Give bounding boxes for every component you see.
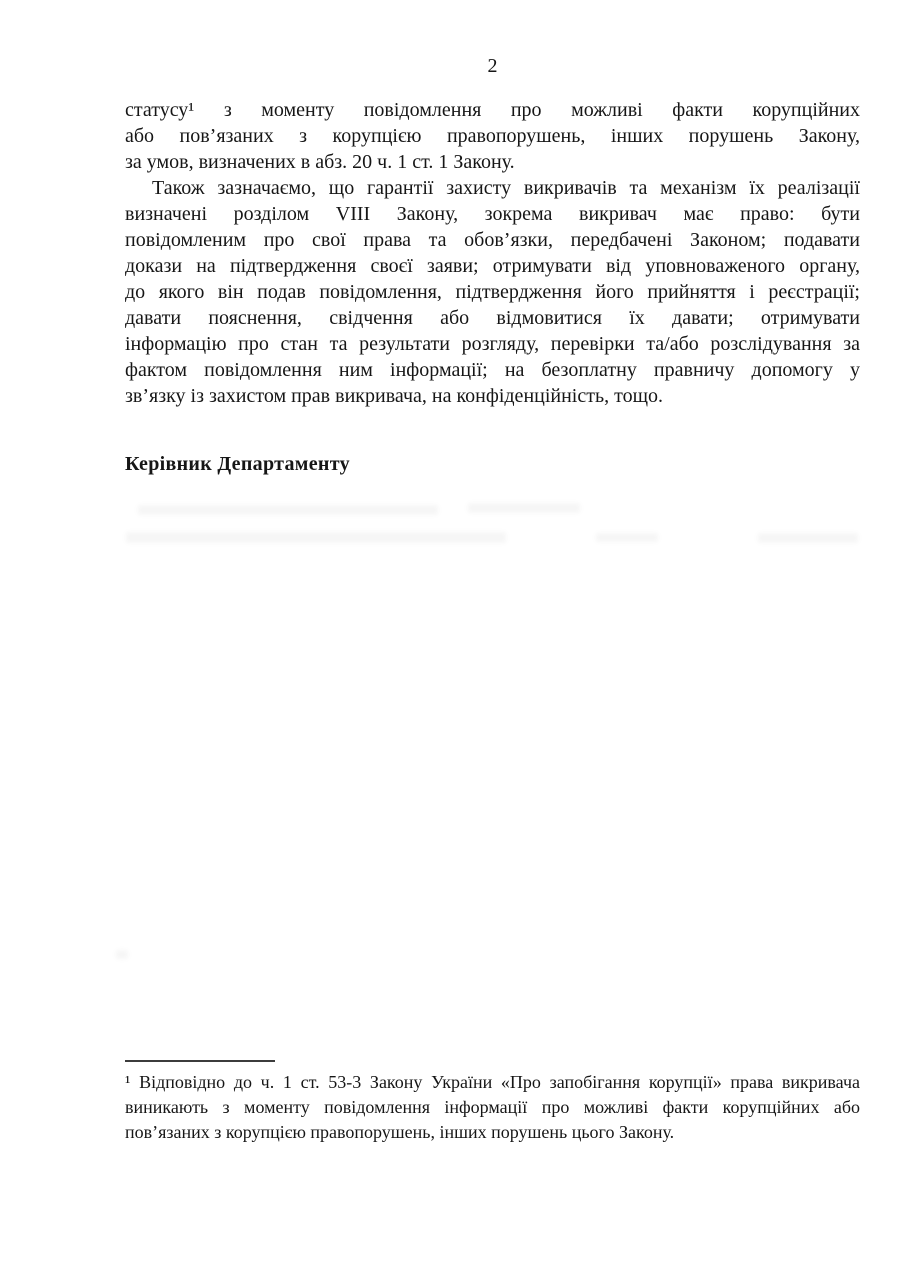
text-line: ¹ Відповідно до ч. 1 ст. 53-3 Закону України «Про запобігання корупції» права викривача: [125, 1072, 860, 1092]
text-line: статусу¹ з моменту повідомлення про можливі факти корупційних: [125, 99, 860, 121]
text-line: фактом повідомлення ним інформації; на безоплатну правничу допомогу у: [125, 359, 860, 381]
erased-text-remnant: [138, 505, 438, 515]
page-number: 2: [487, 55, 498, 77]
text-line: повідомленим про свої права та обов’язки, передбачені Законом; подавати: [125, 229, 860, 251]
document-body: [125, 97, 860, 477]
erased-text-remnant: [468, 503, 580, 513]
footnote: [125, 1070, 860, 1145]
text-line: визначені розділом VIII Закону, зокрема викривач має право: бути: [125, 203, 860, 225]
footnote-separator: [125, 1060, 275, 1062]
text-line: за умов, визначених в абз. 20 ч. 1 ст. 1 Закону.: [125, 151, 515, 173]
paragraph: [125, 97, 860, 175]
erased-text-remnant: [596, 533, 658, 542]
text-line: докази на підтвердження своєї заяви; отримувати від уповноваженого органу,: [125, 255, 860, 277]
text-line: інформацію про стан та результати розгляду, перевірки та/або розслідування за: [125, 333, 860, 355]
text-line: Також зазначаємо, що гарантії захисту викривачів та механізм їх реалізації: [152, 177, 860, 199]
scan-smudge: [116, 950, 128, 959]
erased-text-remnant: [758, 533, 858, 543]
text-line: зв’язку із захистом прав викривача, на конфіденційність, тощо.: [125, 385, 663, 407]
text-line: давати пояснення, свідчення або відмовитися їх давати; отримувати: [125, 307, 860, 329]
text-line: виникають з моменту повідомлення інформації про можливі факти корупційних або: [125, 1097, 860, 1117]
text-line: або пов’язаних з корупцією правопорушень, інших порушень Закону,: [125, 125, 860, 147]
signature-title: Керівник Департаменту: [125, 453, 350, 475]
text-line: до якого він подав повідомлення, підтвердження його прийняття і реєстрації;: [125, 281, 860, 303]
text-line: пов’язаних з корупцією правопорушень, інших порушень цього Закону.: [125, 1122, 675, 1142]
erased-text-remnant: [126, 532, 506, 543]
paragraph: [125, 175, 860, 409]
